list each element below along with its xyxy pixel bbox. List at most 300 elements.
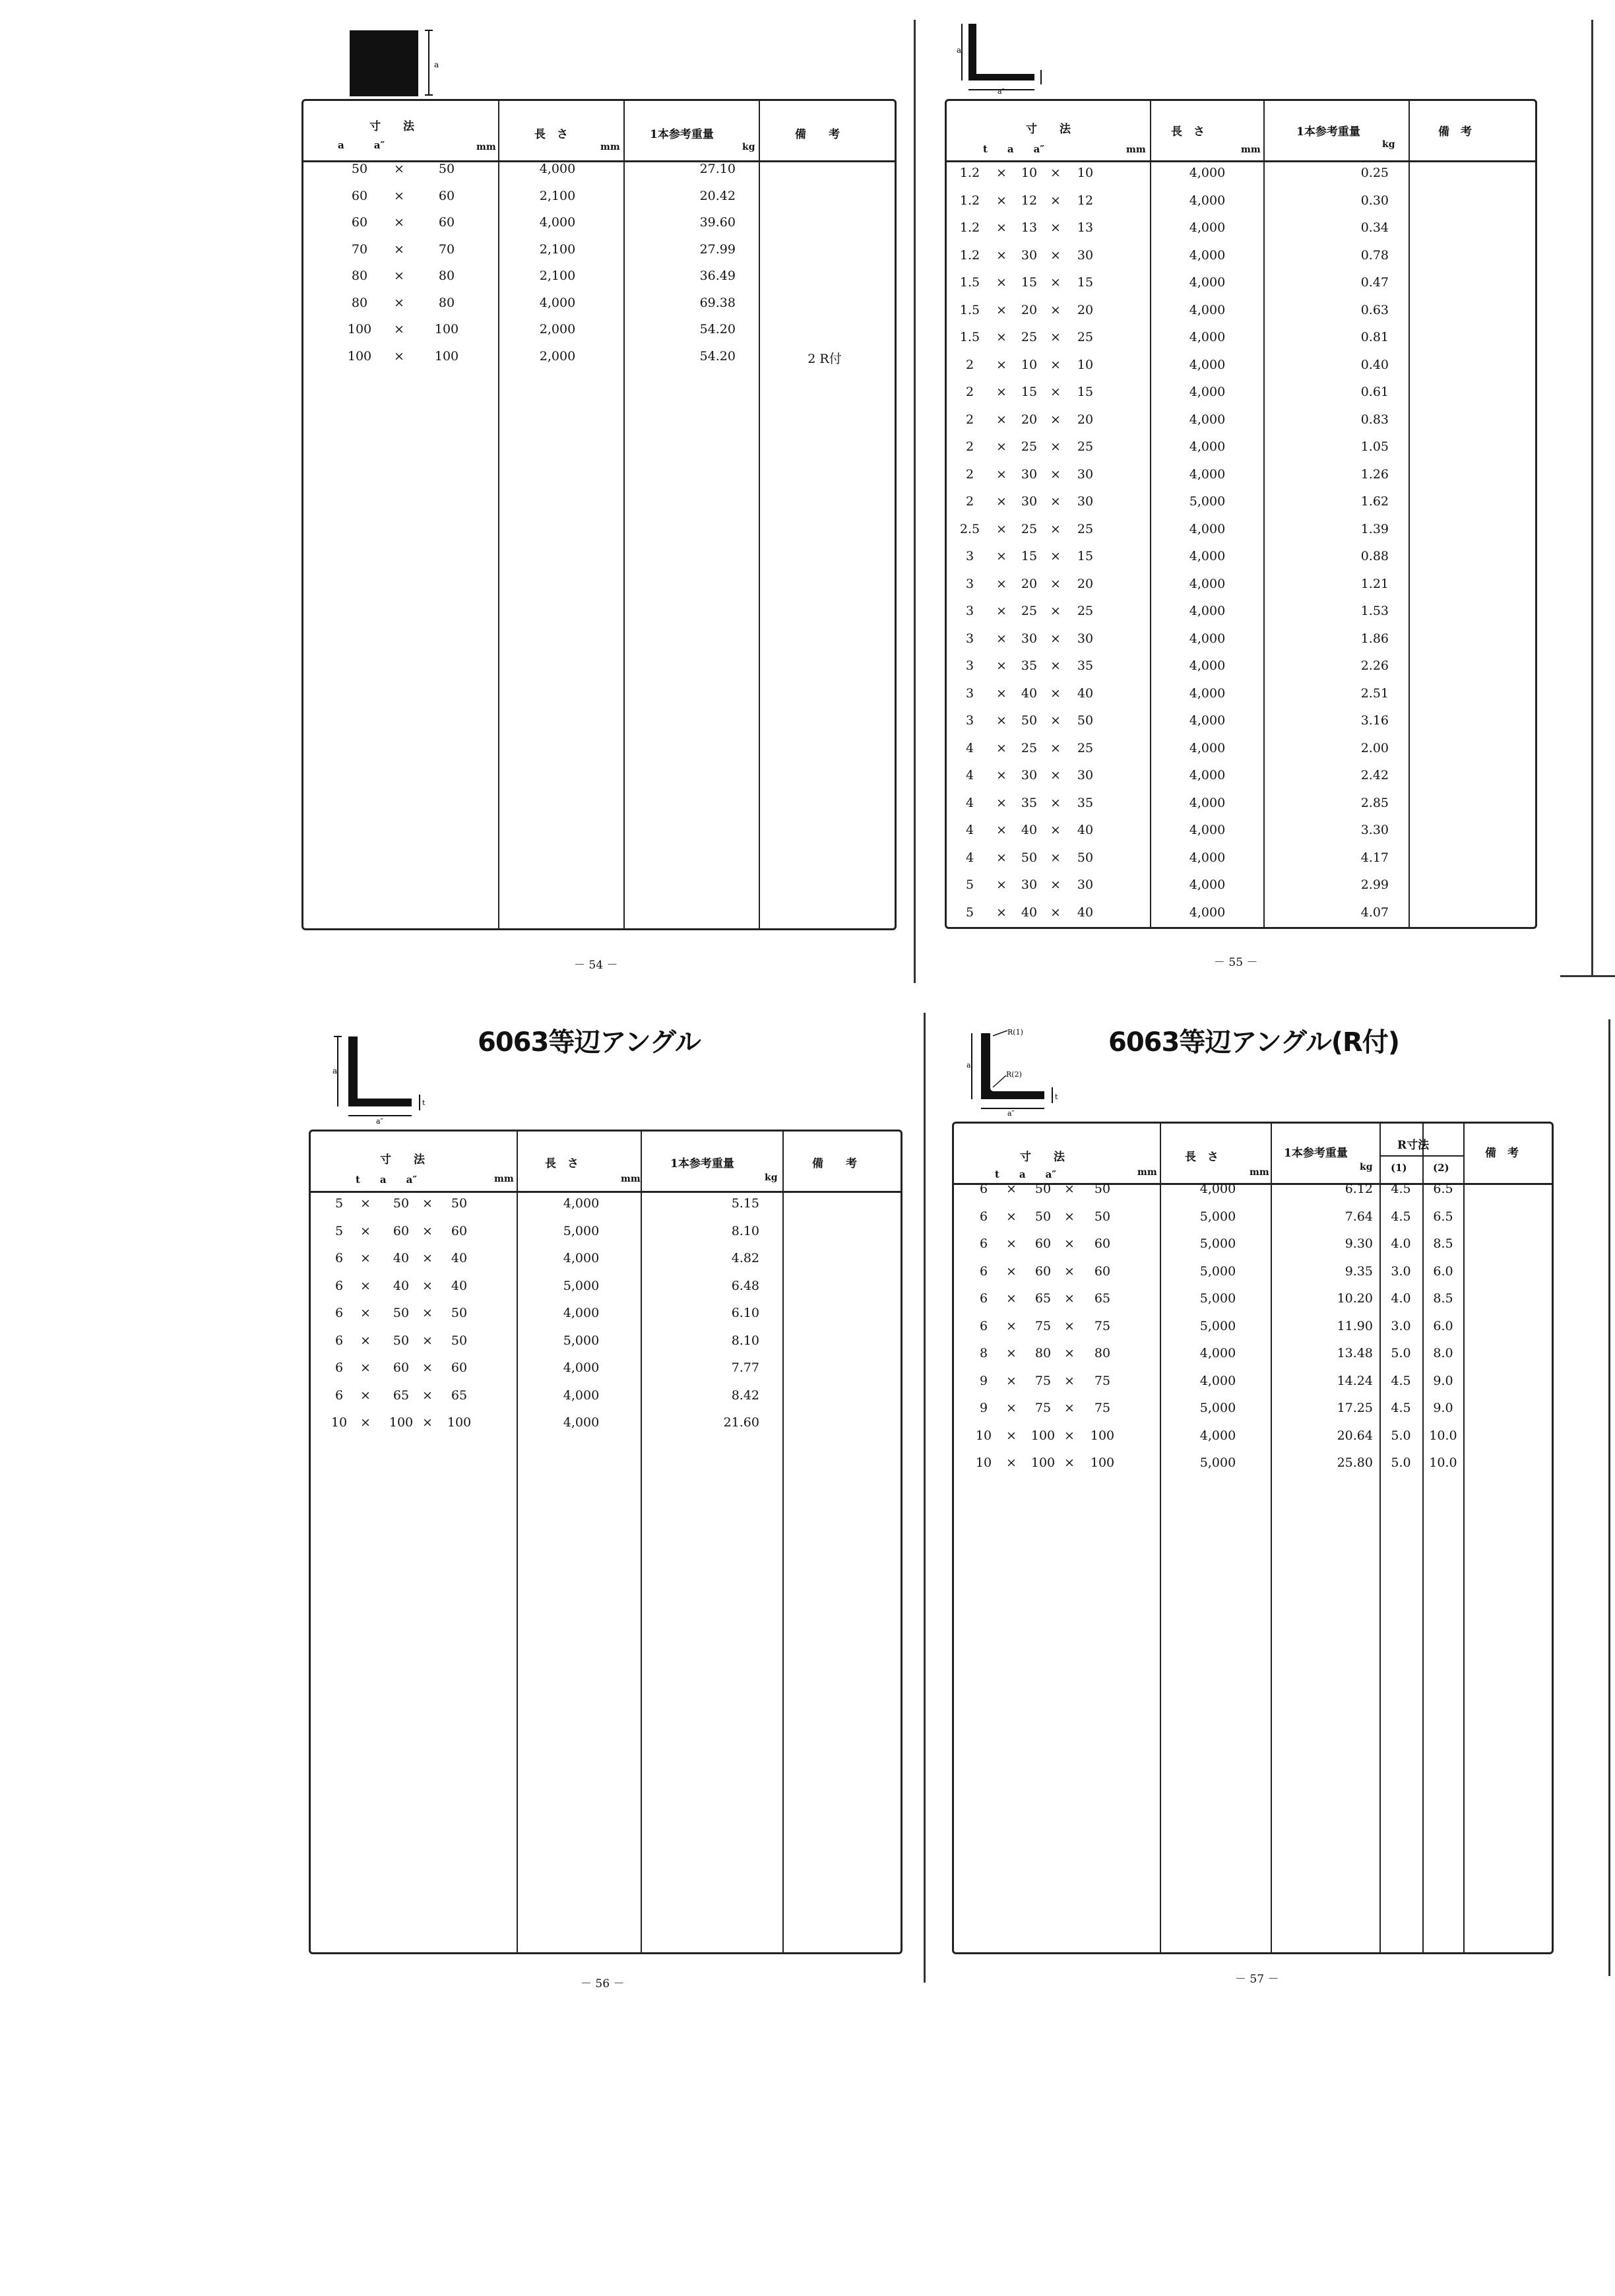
length-cell: 5,000 [1199,1401,1236,1415]
width-a-cell: 15 [1021,385,1038,399]
weight-cell: 27.99 [699,241,736,257]
length-cell: 2,000 [539,348,576,364]
weight-cell: 0.25 [1360,166,1389,180]
width-a-cell: 60 [1034,1263,1052,1279]
weight-cell: 0.83 [1360,412,1389,427]
length-cell: 4,000 [1189,385,1226,399]
table-row [303,349,895,375]
width-b-cell: 20 [1077,302,1094,317]
weight-cell: 10.20 [1337,1291,1373,1306]
width-b-cell: 12 [1077,193,1094,208]
svg-text:a: a [332,1066,338,1075]
width-b-cell: 80 [1094,1346,1111,1360]
times-sign: × [1050,220,1061,235]
times-sign: × [996,385,1007,399]
width-a-cell: 75 [1034,1373,1052,1388]
times-sign: × [1006,1401,1017,1415]
table-row [947,494,1535,521]
times-sign: × [1064,1263,1075,1279]
width-b-cell: 100 [1090,1455,1115,1470]
width-b-cell: 60 [438,188,455,203]
times-sign: × [422,1306,433,1320]
times-sign: × [996,740,1007,755]
header-r-dimension: R寸法 [1397,1139,1430,1152]
svg-text:a: a [966,1061,971,1069]
width-a-cell: 40 [1021,905,1038,920]
table-row [954,1455,1552,1482]
thickness-cell: 4 [965,850,974,865]
times-sign: × [394,162,404,176]
length-cell: 4,000 [1189,658,1226,673]
thickness-cell: 8 [979,1346,988,1360]
header-dimension-sub: t a a″ [983,143,1045,155]
width-a-cell: 60 [393,1360,410,1375]
length-cell: 4,000 [1189,302,1226,317]
width-a-cell: 100 [1030,1428,1056,1443]
thickness-cell: 2.5 [959,521,980,536]
width-b-cell: 30 [1077,466,1094,482]
times-sign: × [996,658,1007,673]
times-sign: × [996,439,1007,454]
times-sign: × [1050,275,1061,290]
width-a-cell: 40 [393,1278,410,1293]
weight-cell: 4.07 [1360,905,1389,920]
spec-table-p57 [952,1122,1554,1954]
times-sign: × [360,1223,371,1238]
weight-cell: 5.15 [731,1196,759,1211]
width-a-cell: 15 [1021,275,1038,290]
weight-cell: 1.53 [1360,604,1389,618]
length-cell: 5,000 [1199,1455,1236,1470]
thickness-cell: 3 [965,631,974,646]
length-cell: 5,000 [563,1333,600,1348]
times-sign: × [1050,302,1061,317]
times-sign: × [1050,521,1061,536]
r2-cell: 8.5 [1433,1291,1453,1306]
times-sign: × [422,1278,433,1293]
length-cell: 4,000 [1189,823,1226,837]
width-b-cell: 15 [1077,385,1094,399]
times-sign: × [1064,1209,1075,1224]
width-a-cell: 40 [1021,686,1038,701]
times-sign: × [996,631,1007,646]
length-cell: 4,000 [1189,330,1226,344]
right-edge-line-top [1591,20,1593,976]
weight-cell: 2.99 [1360,877,1389,892]
width-b-cell: 50 [438,162,455,176]
angle-profile-icon [957,20,1062,96]
weight-cell: 20.64 [1337,1428,1373,1443]
thickness-cell: 9 [979,1401,988,1415]
weight-cell: 27.10 [699,162,736,176]
times-sign: × [1006,1209,1017,1224]
times-sign: × [996,823,1007,837]
table-row [311,1306,901,1332]
weight-cell: 1.26 [1360,466,1389,482]
times-sign: × [996,604,1007,618]
length-cell: 4,000 [1189,795,1226,810]
weight-cell: 0.88 [1360,549,1389,563]
times-sign: × [1064,1182,1075,1196]
thickness-cell: 3 [965,549,974,563]
width-a-cell: 50 [393,1306,410,1320]
times-sign: × [360,1278,371,1293]
times-sign: × [1006,1455,1017,1470]
times-sign: × [422,1196,433,1211]
times-sign: × [360,1387,371,1403]
width-b-cell: 60 [451,1360,468,1375]
times-sign: × [360,1251,371,1265]
header-weight-unit: kg [765,1172,778,1183]
thickness-cell: 9 [979,1373,988,1388]
weight-cell: 2.00 [1360,740,1389,755]
width-b-cell: 80 [438,269,455,283]
width-a-cell: 50 [1021,850,1038,865]
width-a-cell: 60 [351,215,368,230]
width-a-cell: 80 [351,295,368,310]
times-sign: × [394,348,404,364]
table-row [311,1388,901,1415]
width-b-cell: 100 [1090,1428,1115,1443]
header-dimension: 寸 法 [380,1153,425,1166]
width-a-cell: 13 [1021,220,1038,235]
r1-cell: 5.0 [1391,1428,1411,1443]
length-cell: 4,000 [1189,521,1226,536]
width-b-cell: 15 [1077,549,1094,563]
width-a-cell: 100 [1030,1455,1056,1470]
thickness-cell: 6 [979,1291,988,1306]
times-sign: × [996,768,1007,782]
width-b-cell: 100 [434,322,459,336]
page-number: － 54 － [574,959,618,972]
weight-cell: 0.40 [1360,357,1389,372]
width-b-cell: 80 [438,295,455,310]
times-sign: × [996,166,1007,180]
times-sign: × [996,549,1007,563]
length-cell: 5,000 [1199,1236,1236,1251]
times-sign: × [1050,193,1061,208]
times-sign: × [1050,823,1061,837]
header-weight: 1本参考重量 [650,128,714,141]
width-a-cell: 80 [1034,1346,1052,1360]
table-row [311,1415,901,1442]
width-b-cell: 25 [1077,439,1094,454]
table-row [947,823,1535,849]
times-sign: × [1050,357,1061,372]
thickness-cell: 5 [334,1196,344,1211]
times-sign: × [394,295,404,310]
length-cell: 4,000 [1189,412,1226,427]
width-a-cell: 10 [1021,357,1038,372]
length-cell: 4,000 [1189,740,1226,755]
width-a-cell: 10 [1021,166,1038,180]
width-a-cell: 25 [1021,439,1038,454]
thickness-cell: 6 [334,1278,344,1293]
table-row [947,385,1535,411]
width-a-cell: 30 [1021,466,1038,482]
times-sign: × [996,220,1007,235]
header-dimension: 寸 法 [1026,123,1071,136]
table-row [303,215,895,241]
length-cell: 2,100 [539,241,576,257]
page-number: － 56 － [581,1977,625,1991]
length-cell: 4,000 [563,1360,600,1375]
table-row [947,577,1535,603]
header-dimension: 寸 法 [1020,1151,1065,1164]
weight-cell: 8.10 [731,1333,759,1348]
header-length: 長 さ [545,1157,579,1170]
length-cell: 4,000 [563,1387,600,1403]
times-sign: × [360,1196,371,1211]
length-cell: 4,000 [1189,877,1226,892]
header-r1: (1) [1391,1162,1407,1174]
width-a-cell: 50 [393,1333,410,1348]
table-row [947,303,1535,329]
length-cell: 4,000 [1189,275,1226,290]
header-remarks: 備 考 [812,1157,857,1170]
r1-cell: 3.0 [1391,1318,1411,1333]
times-sign: × [996,713,1007,728]
width-b-cell: 60 [1094,1263,1111,1279]
r1-cell: 4.5 [1391,1182,1411,1196]
length-cell: 4,000 [1189,686,1226,701]
width-b-cell: 25 [1077,521,1094,536]
times-sign: × [1006,1346,1017,1360]
thickness-cell: 3 [965,658,974,673]
width-a-cell: 30 [1021,877,1038,892]
width-b-cell: 10 [1077,357,1094,372]
width-a-cell: 100 [347,348,372,364]
weight-cell: 7.77 [731,1360,759,1375]
width-a-cell: 50 [1034,1209,1052,1224]
header-dimension: 寸 法 [369,120,414,133]
width-a-cell: 75 [1034,1401,1052,1415]
width-a-cell: 25 [1021,740,1038,755]
length-cell: 4,000 [1189,439,1226,454]
times-sign: × [1050,549,1061,563]
width-b-cell: 30 [1077,877,1094,892]
page-number: － 57 － [1235,1973,1279,1986]
width-a-cell: 30 [1021,631,1038,646]
r2-cell: 6.0 [1433,1318,1453,1333]
thickness-cell: 4 [965,823,974,837]
width-a-cell: 60 [393,1223,410,1238]
times-sign: × [394,322,404,336]
r1-cell: 4.0 [1391,1291,1411,1306]
r2-cell: 9.0 [1433,1401,1453,1415]
times-sign: × [1050,850,1061,865]
times-sign: × [1006,1263,1017,1279]
weight-cell: 13.48 [1337,1346,1373,1360]
times-sign: × [1050,631,1061,646]
width-a-cell: 25 [1021,604,1038,618]
times-sign: × [422,1360,433,1375]
times-sign: × [1050,330,1061,344]
spec-table-p55 [945,99,1537,929]
table-row [954,1401,1552,1427]
length-cell: 5,000 [563,1278,600,1293]
width-a-cell: 100 [389,1415,414,1430]
table-row [954,1182,1552,1208]
width-a-cell: 65 [1034,1291,1052,1306]
weight-cell: 14.24 [1337,1373,1373,1388]
table-row [947,768,1535,794]
r1-cell: 4.5 [1391,1209,1411,1224]
times-sign: × [1064,1236,1075,1251]
times-sign: × [1050,466,1061,482]
header-dimension-sub: a a″ [338,139,385,151]
thickness-cell: 6 [334,1306,344,1320]
width-b-cell: 40 [1077,823,1094,837]
header-dimension-unit: mm [476,142,496,152]
times-sign: × [1064,1401,1075,1415]
length-cell: 4,000 [563,1306,600,1320]
thickness-cell: 6 [979,1209,988,1224]
spec-table-p54 [301,99,897,930]
width-a-cell: 75 [1034,1318,1052,1333]
times-sign: × [394,269,404,283]
length-cell: 4,000 [563,1415,600,1430]
length-cell: 5,000 [1199,1318,1236,1333]
table-row [947,796,1535,822]
times-sign: × [996,275,1007,290]
width-a-cell: 80 [351,269,368,283]
r2-cell: 9.0 [1433,1373,1453,1388]
times-sign: × [996,905,1007,920]
thickness-cell: 1.2 [959,247,980,263]
table-row [947,877,1535,904]
times-sign: × [1006,1318,1017,1333]
width-a-cell: 25 [1021,521,1038,536]
length-cell: 5,000 [1199,1263,1236,1279]
weight-cell: 39.60 [699,215,736,230]
width-b-cell: 50 [1077,713,1094,728]
times-sign: × [1050,713,1061,728]
width-b-cell: 40 [451,1251,468,1265]
table-row [311,1333,901,1360]
width-a-cell: 35 [1021,795,1038,810]
thickness-cell: 5 [965,905,974,920]
times-sign: × [394,188,404,203]
width-a-cell: 30 [1021,247,1038,263]
length-cell: 4,000 [1189,604,1226,618]
weight-cell: 2.42 [1360,768,1389,782]
length-cell: 4,000 [563,1251,600,1265]
length-cell: 5,000 [1199,1291,1236,1306]
table-row [947,604,1535,630]
weight-cell: 6.12 [1345,1182,1373,1196]
table-row [947,412,1535,439]
r1-cell: 4.5 [1391,1401,1411,1415]
header-weight-unit: kg [1360,1162,1373,1172]
times-sign: × [1050,247,1061,263]
table-row [947,522,1535,548]
table-row [954,1236,1552,1263]
weight-cell: 2.51 [1360,686,1389,701]
table-row [303,189,895,215]
length-cell: 4,000 [1189,466,1226,482]
table-row [303,162,895,188]
thickness-cell: 10 [331,1415,348,1430]
times-sign: × [1050,439,1061,454]
thickness-cell: 1.5 [959,330,980,344]
svg-text:a″: a″ [1007,1109,1015,1117]
header-weight: 1本参考重量 [1284,1147,1348,1160]
table-row [954,1319,1552,1345]
width-a-cell: 20 [1021,576,1038,591]
header-dimension-unit: mm [1137,1167,1157,1178]
times-sign: × [1064,1428,1075,1443]
times-sign: × [394,241,404,257]
thickness-cell: 5 [965,877,974,892]
times-sign: × [996,686,1007,701]
thickness-cell: 6 [979,1263,988,1279]
weight-cell: 36.49 [699,269,736,283]
length-cell: 4,000 [1199,1373,1236,1388]
times-sign: × [1050,740,1061,755]
header-weight: 1本参考重量 [1296,125,1360,139]
width-b-cell: 60 [438,215,455,230]
width-b-cell: 30 [1077,247,1094,263]
times-sign: × [996,247,1007,263]
length-cell: 2,100 [539,269,576,283]
thickness-cell: 2 [965,412,974,427]
header-length: 長 さ [1185,1151,1219,1164]
width-b-cell: 25 [1077,740,1094,755]
weight-cell: 17.25 [1337,1401,1373,1415]
thickness-cell: 6 [979,1318,988,1333]
thickness-cell: 2 [965,439,974,454]
thickness-cell: 3 [965,686,974,701]
table-row [947,658,1535,685]
width-a-cell: 20 [1021,302,1038,317]
header-r2: (2) [1433,1162,1449,1174]
header-length-unit: mm [600,142,620,152]
thickness-cell: 3 [965,604,974,618]
thickness-cell: 1.2 [959,220,980,235]
width-a-cell: 35 [1021,658,1038,673]
weight-cell: 9.35 [1345,1263,1373,1279]
length-cell: 4,000 [539,162,576,176]
length-cell: 4,000 [1189,247,1226,263]
times-sign: × [1050,686,1061,701]
header-length: 長 さ [534,128,568,141]
width-b-cell: 30 [1077,768,1094,782]
table-row [947,275,1535,302]
table-row [954,1346,1552,1372]
width-a-cell: 100 [347,322,372,336]
times-sign: × [1006,1291,1017,1306]
table-row [947,631,1535,658]
remarks-cell: 2 R付 [808,351,842,366]
r1-cell: 4.0 [1391,1236,1411,1251]
times-sign: × [1064,1318,1075,1333]
weight-cell: 0.30 [1360,193,1389,208]
weight-cell: 8.42 [731,1387,759,1403]
times-sign: × [996,576,1007,591]
times-sign: × [1050,576,1061,591]
table-row [303,296,895,322]
header-dimension-unit: mm [1126,144,1146,155]
thickness-cell: 1.2 [959,166,980,180]
header-weight: 1本参考重量 [670,1157,734,1170]
weight-cell: 2.26 [1360,658,1389,673]
width-b-cell: 10 [1077,166,1094,180]
width-a-cell: 60 [351,188,368,203]
table-row [947,713,1535,740]
times-sign: × [422,1333,433,1348]
thickness-cell: 1.5 [959,302,980,317]
